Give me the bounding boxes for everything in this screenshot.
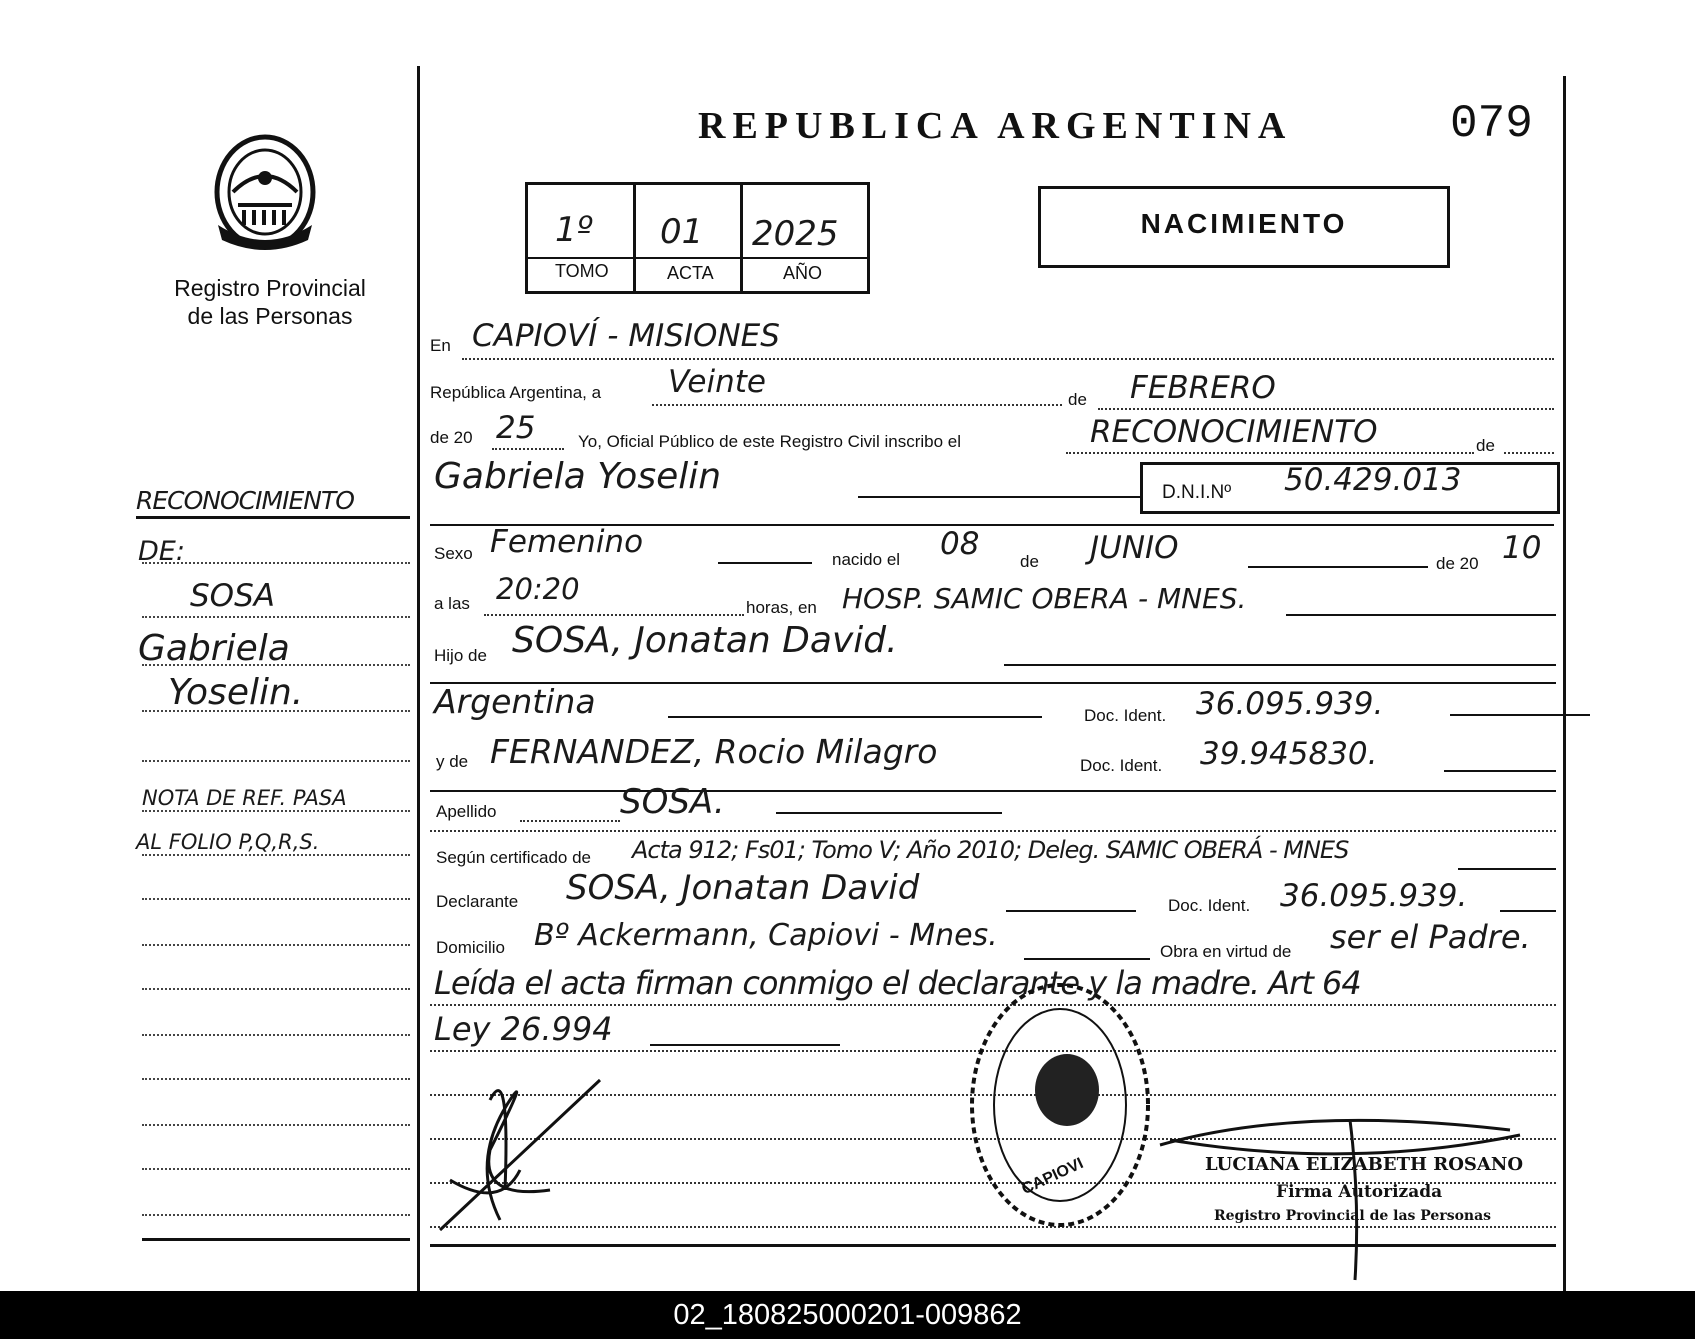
observation-line1: Leída el acta firman conmigo el declarante y la madre. Art 64 xyxy=(434,964,1361,1002)
registry-name-line1: Registro Provincial xyxy=(174,275,366,301)
province-emblem-icon xyxy=(208,130,323,255)
sexo-value: Femenino xyxy=(490,524,644,560)
margin-first-name: Gabriela xyxy=(138,628,290,669)
record-box-label-line xyxy=(525,257,870,259)
dotted-rule xyxy=(1504,452,1554,454)
ano-value: 2025 xyxy=(752,214,839,254)
seal-text: CAPIOVI xyxy=(1019,1154,1087,1199)
place-value: CAPIOVÍ - MISIONES xyxy=(472,318,780,354)
apellido-value: SOSA. xyxy=(620,782,725,822)
inscription-type-value: RECONOCIMIENTO xyxy=(1090,414,1378,450)
page-number: 079 xyxy=(1450,98,1533,150)
official-seal-icon xyxy=(965,975,1155,1235)
record-box-divider xyxy=(633,182,636,292)
solid-rule xyxy=(430,682,1556,684)
dotted-rule xyxy=(652,404,1062,406)
de-label-3: de xyxy=(1020,552,1039,571)
margin-dotted-rule xyxy=(142,810,410,812)
registry-name-line2: de las Personas xyxy=(187,303,353,329)
document-id-bar xyxy=(0,1291,1695,1339)
solid-rule xyxy=(668,716,1042,718)
obra-label: Obra en virtud de xyxy=(1160,942,1292,961)
solid-rule xyxy=(1444,770,1556,772)
de20-label-2: de 20 xyxy=(1436,554,1479,573)
observation-line2: Ley 26.994 xyxy=(434,1010,613,1048)
solid-rule xyxy=(1450,714,1590,716)
doc-label: Doc. Ident. xyxy=(1084,706,1167,725)
solid-rule xyxy=(858,496,1140,498)
solid-rule xyxy=(1500,910,1556,912)
act-type-label: NACIMIENTO xyxy=(1140,208,1348,239)
dotted-rule xyxy=(520,820,620,822)
dotted-rule xyxy=(1098,408,1554,410)
margin-rule xyxy=(142,1238,410,1241)
apellido-label: Apellido xyxy=(436,802,497,821)
nacido-label: nacido el xyxy=(832,550,901,569)
tomo-value: 1º xyxy=(555,210,593,250)
official-name: LUCIANA ELIZABETH ROSANO xyxy=(1205,1154,1524,1175)
margin-dotted-rule xyxy=(142,898,410,900)
margin-middle-name: Yoselin. xyxy=(168,672,304,713)
dotted-rule xyxy=(484,614,744,616)
margin-title: RECONOCIMIENTO xyxy=(136,486,354,515)
hijo-label: Hijo de xyxy=(434,646,487,665)
de-label: de xyxy=(1068,390,1087,409)
doc-label-2: Doc. Ident. xyxy=(1080,756,1163,775)
certificate-value: Acta 912; Fs01; Tomo V; Año 2010; Deleg. SAMIC OBERÁ - MNES xyxy=(632,836,1349,864)
en-label: En xyxy=(430,336,451,355)
margin-rule xyxy=(136,516,410,519)
de-label-2: de xyxy=(1476,436,1495,455)
country-title: REPUBLICA ARGENTINA xyxy=(698,105,1293,147)
tomo-label: TOMO xyxy=(555,261,609,281)
margin-note-line1: NOTA DE REF. PASA xyxy=(142,786,347,810)
dotted-rule xyxy=(462,358,1554,360)
acta-label: ACTA xyxy=(667,263,714,283)
doc-label-3: Doc. Ident. xyxy=(1168,896,1251,915)
solid-rule xyxy=(1004,664,1556,666)
margin-surname: SOSA xyxy=(190,578,275,614)
dotted-rule xyxy=(430,830,1556,832)
year-suffix-value: 25 xyxy=(496,410,536,446)
declarant-signature-icon xyxy=(430,1040,620,1240)
right-border-line xyxy=(1563,76,1566,1292)
mother-name-value: FERNANDEZ, Rocio Milagro xyxy=(490,732,938,771)
margin-dotted-rule xyxy=(142,710,410,712)
birth-place-value: HOSP. SAMIC OBERA - MNES. xyxy=(842,582,1247,615)
margin-dotted-rule xyxy=(142,1078,410,1080)
domicilio-label: Domicilio xyxy=(436,938,505,957)
birth-time-value: 20:20 xyxy=(496,572,580,606)
official-title: Firma Autorizada xyxy=(1276,1182,1443,1202)
obra-value: ser el Padre. xyxy=(1330,918,1531,956)
margin-note-line2: AL FOLIO P,Q,R,S. xyxy=(136,830,320,854)
official-registry: Registro Provincial de las Personas xyxy=(1214,1208,1492,1224)
father-name-value: SOSA, Jonatan David. xyxy=(512,620,898,661)
margin-dotted-rule xyxy=(142,1124,410,1126)
dotted-rule xyxy=(1066,452,1474,454)
month-value: FEBRERO xyxy=(1130,370,1276,406)
father-doc-value: 36.095.939. xyxy=(1196,686,1384,722)
document-id: 02_180825000201-009862 xyxy=(673,1299,1022,1331)
yde-label: y de xyxy=(436,752,469,771)
dotted-rule xyxy=(492,448,564,450)
margin-dotted-rule xyxy=(142,944,410,946)
margin-divider-line xyxy=(417,66,420,1292)
margin-dotted-rule xyxy=(142,616,410,618)
solid-rule xyxy=(430,790,1556,792)
declarante-value: SOSA, Jonatan David xyxy=(566,868,920,908)
margin-dotted-rule xyxy=(142,988,410,990)
acta-value: 01 xyxy=(660,212,704,252)
alas-label: a las xyxy=(434,594,470,613)
solid-rule xyxy=(718,562,812,564)
margin-dotted-rule xyxy=(142,1168,410,1170)
solid-rule xyxy=(1248,566,1428,568)
father-nationality-value: Argentina xyxy=(434,682,596,721)
dni-label: D.N.I.Nº xyxy=(1162,482,1232,503)
birth-month-value: JUNIO xyxy=(1090,530,1179,566)
oficial-label: Yo, Oficial Público de este Registro Civil inscribo el xyxy=(578,432,961,451)
birth-day-value: 08 xyxy=(940,526,980,562)
mother-doc-value: 39.945830. xyxy=(1200,736,1378,772)
segun-label: Según certificado de xyxy=(436,848,591,867)
record-box-divider xyxy=(740,182,743,292)
dni-value: 50.429.013 xyxy=(1284,462,1462,498)
solid-rule xyxy=(1024,958,1150,960)
solid-rule xyxy=(1458,868,1556,870)
declarante-label: Declarante xyxy=(436,892,519,911)
ano-label: AÑO xyxy=(783,263,823,283)
margin-de-label: DE: xyxy=(138,536,185,567)
margin-dotted-rule xyxy=(142,664,410,666)
birth-year-suffix-value: 10 xyxy=(1502,530,1542,566)
margin-dotted-rule xyxy=(142,760,410,762)
solid-rule xyxy=(1286,614,1556,616)
solid-rule xyxy=(1006,910,1136,912)
domicilio-value: Bº Ackermann, Capiovi - Mnes. xyxy=(534,918,998,953)
declarante-doc-value: 36.095.939. xyxy=(1280,878,1468,914)
margin-dotted-rule xyxy=(142,1214,410,1216)
margin-dotted-rule xyxy=(142,1034,410,1036)
margin-dotted-rule xyxy=(142,854,410,856)
de20-label: de 20 xyxy=(430,428,473,447)
margin-dotted-rule xyxy=(142,562,410,564)
horas-label: horas, en xyxy=(746,598,817,617)
child-name-value: Gabriela Yoselin xyxy=(434,456,722,497)
registry-name xyxy=(140,274,400,330)
solid-rule xyxy=(776,812,1002,814)
solid-rule xyxy=(650,1044,840,1046)
republica-label: República Argentina, a xyxy=(430,383,602,402)
sexo-label: Sexo xyxy=(434,544,473,563)
day-value: Veinte xyxy=(668,364,766,400)
